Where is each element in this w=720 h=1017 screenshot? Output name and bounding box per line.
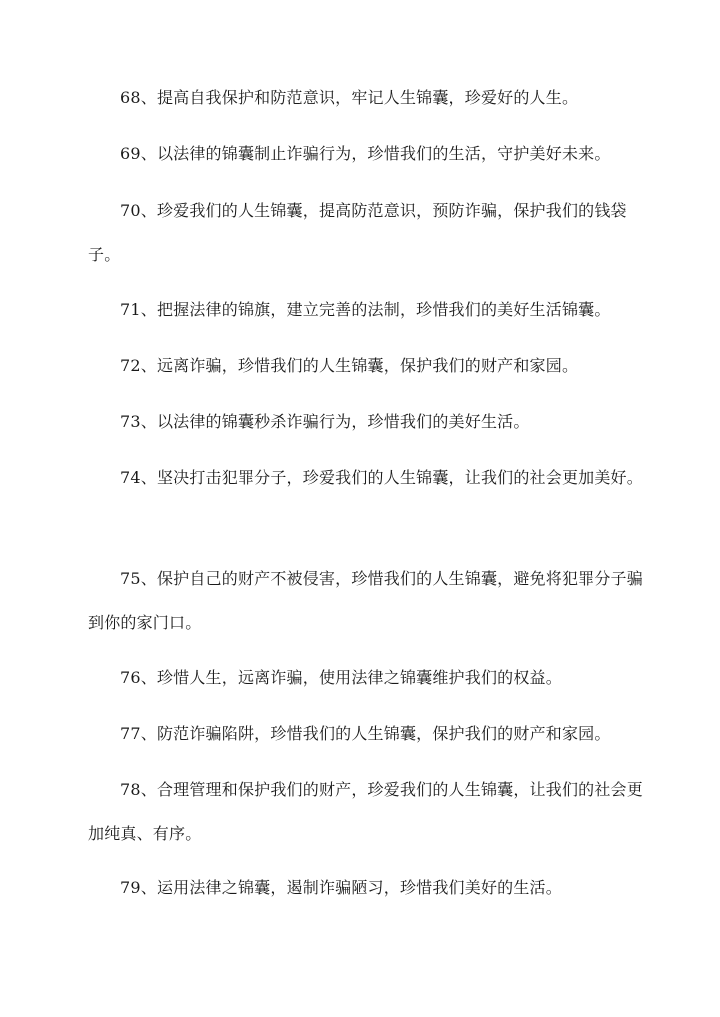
paragraph-item-72: 72、远离诈骗，珍惜我们的人生锦囊，保护我们的财产和家园。 — [120, 356, 579, 375]
paragraph-item-75: 75、保护自己的财产不被侵害，珍惜我们的人生锦囊，避免将犯罪分子骗到你的家门口。 — [88, 569, 643, 632]
paragraph-item-70: 70、珍爱我们的人生锦囊，提高防范意识，预防诈骗，保护我们的钱袋子。 — [88, 201, 627, 264]
paragraph-item-73: 73、以法律的锦囊秒杀诈骗行为，珍惜我们的美好生活。 — [120, 412, 530, 431]
paragraph-item-76: 76、珍惜人生，远离诈骗，使用法律之锦囊维护我们的权益。 — [120, 668, 562, 687]
paragraph-item-78: 78、合理管理和保护我们的财产，珍爱我们的人生锦囊，让我们的社会更加纯真、有序。 — [88, 780, 643, 843]
paragraph-item-74: 74、坚决打击犯罪分子，珍爱我们的人生锦囊，让我们的社会更加美好。 — [120, 468, 643, 487]
paragraph-item-71: 71、把握法律的锦旗，建立完善的法制，珍惜我们的美好生活锦囊。 — [120, 300, 611, 319]
paragraph-item-68: 68、提高自我保护和防范意识，牢记人生锦囊，珍爱好的人生。 — [120, 88, 579, 107]
paragraph-item-69: 69、以法律的锦囊制止诈骗行为，珍惜我们的生活，守护美好未来。 — [120, 144, 611, 163]
paragraph-item-77: 77、防范诈骗陷阱，珍惜我们的人生锦囊，保护我们的财产和家园。 — [120, 724, 611, 743]
paragraph-item-79: 79、运用法律之锦囊，遏制诈骗陋习，珍惜我们美好的生活。 — [120, 878, 562, 897]
